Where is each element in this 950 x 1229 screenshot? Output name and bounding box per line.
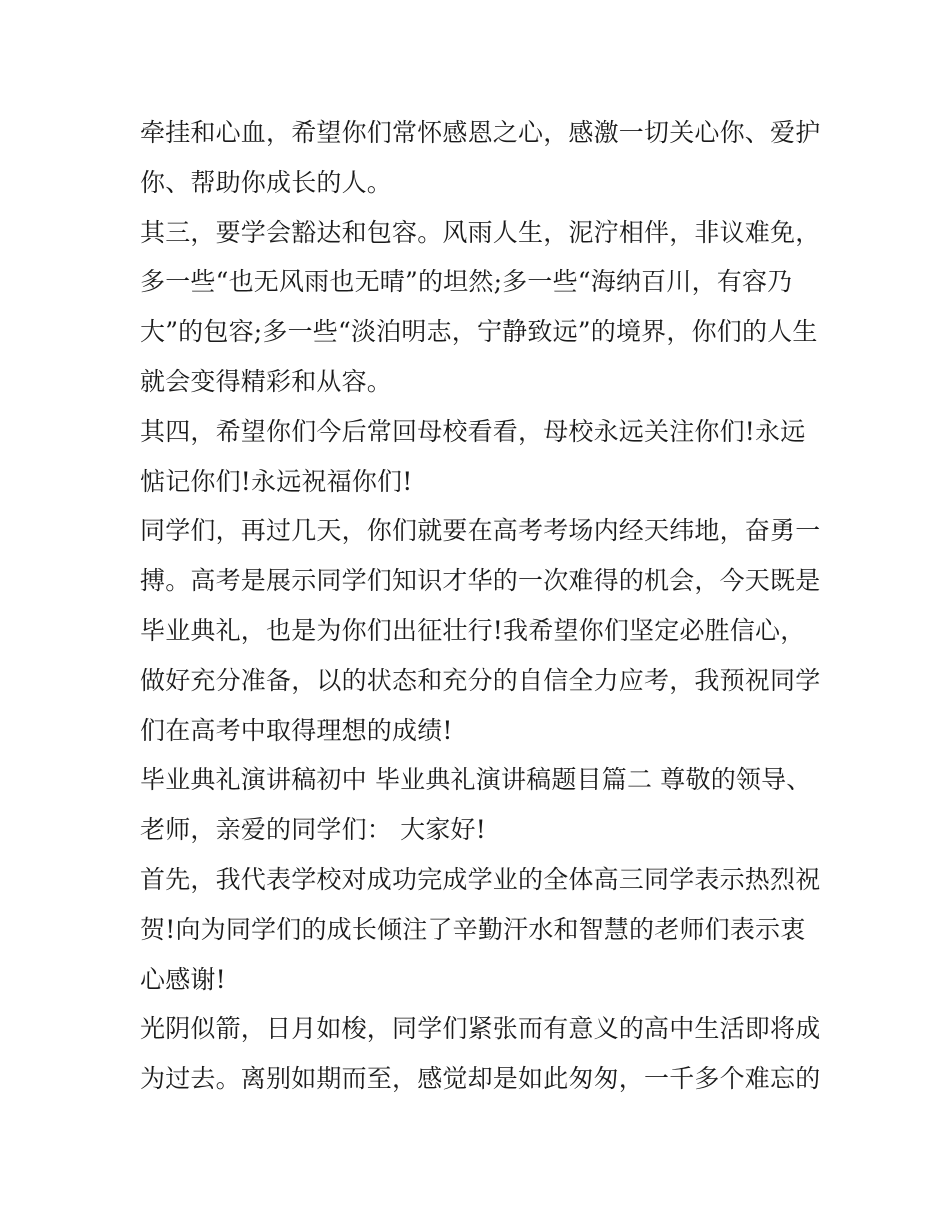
text-line: 为过去。离别如期而至，感觉却是如此匆匆，一千多个难忘的	[140, 1064, 821, 1094]
text-line: 牵挂和心血，希望你们常怀感恩之心，感激一切关心你、爱护	[140, 118, 821, 147]
text-line: 贺!向为同学们的成长倾注了辛勤汗水和智慧的老师们表示衷	[140, 914, 806, 944]
text-line: 心感谢!	[140, 964, 226, 994]
text-line: 你、帮助你成长的人。	[140, 167, 393, 197]
text-line: 惦记你们!永远祝福你们!	[140, 466, 413, 496]
document-body	[140, 108, 830, 1104]
text-line: 搏。高考是展示同学们知识才华的一次难得的机会，今天既是	[140, 566, 821, 596]
text-line: 做好充分准备，以的状态和充分的自信全力应考，我预祝同学	[140, 665, 821, 695]
text-line: 就会变得精彩和从容。	[140, 366, 393, 396]
text-line: 其三，要学会豁达和包容。风雨人生，泥泞相伴，非议难免，	[140, 217, 821, 247]
text-line: 毕业典礼，也是为你们出征壮行!我希望你们坚定必胜信心，	[140, 615, 806, 645]
text-line: 老师，亲爱的同学们： 大家好!	[140, 815, 486, 845]
text-line: 们在高考中取得理想的成绩!	[140, 715, 453, 745]
text-line: 光阴似箭，日月如梭，同学们紧张而有意义的高中生活即将成	[140, 1014, 821, 1044]
text-line: 首先，我代表学校对成功完成学业的全体高三同学表示热烈祝	[140, 864, 821, 894]
text-line: 多一些“也无风雨也无晴”的坦然;多一些“海纳百川，有容乃	[140, 267, 793, 297]
section-heading-line: 毕业典礼演讲稿初中 毕业典礼演讲稿题目篇二 尊敬的领导、	[140, 765, 812, 795]
text-line: 大”的包容;多一些“淡泊明志，宁静致远”的境界，你们的人生	[140, 317, 818, 347]
text-line: 其四，希望你们今后常回母校看看，母校永远关注你们!永远	[140, 416, 806, 446]
text-line: 同学们，再过几天，你们就要在高考考场内经天纬地，奋勇一	[140, 516, 821, 546]
